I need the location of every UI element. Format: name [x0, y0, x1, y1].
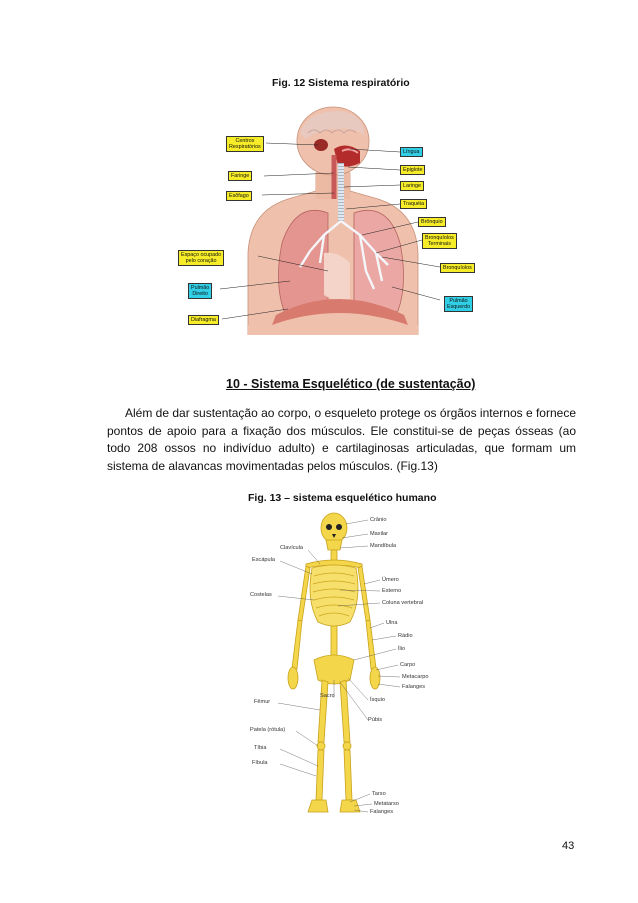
label-patela: Patela (rótula) [250, 727, 286, 733]
label-faringe: Faringe [228, 171, 252, 181]
label-clavicula: Clavícula [280, 545, 304, 551]
label-epiglote: Epiglote [400, 165, 425, 175]
label-ulna: Ulna [386, 620, 398, 626]
label-traqueia: Traquéia [400, 199, 427, 209]
label-tarso: Tarso [372, 791, 386, 797]
label-espaco-coracao: Espaço ocupado pelo coração [178, 250, 224, 266]
label-falanges-pe: Falanges [370, 809, 394, 815]
label-centros-respiratorios: Centros Respiratórios [226, 136, 264, 152]
respiratory-system-figure [178, 103, 488, 335]
label-tibia: Tíbia [254, 745, 267, 751]
body-paragraph: Além de dar sustentação ao corpo, o esqueleto protege os órgãos internos e fornece pontos de apoio para a fixação dos músculos. Ele constitui-se de peças ósseas (ao todo 208 ossos no indivíduo adulto) e cartilaginosas articuladas, que formam um sistema de alavancas movimentadas pelos músculos. (Fig.13) [107, 406, 576, 473]
label-bronquiolos: Bronquíolos [440, 263, 475, 273]
label-diafragma: Diafragma [188, 315, 219, 325]
label-carpo: Carpo [400, 662, 416, 668]
label-coluna-vertebral: Coluna vertebral [382, 600, 424, 606]
skeleton-figure [250, 510, 440, 820]
figure-13-caption: Fig. 13 – sistema esquelético humano [248, 492, 437, 504]
label-lingua: Língua [400, 147, 423, 157]
label-pulmao-direito: Pulmão Direito [188, 283, 212, 299]
label-pulmao-esquerdo: Pulmão Esquerdo [444, 296, 473, 312]
label-laringe: Laringe [400, 181, 424, 191]
label-falanges-mao: Falanges [402, 684, 426, 690]
label-pubis: Púbis [368, 717, 382, 723]
label-costelas: Costelas [250, 592, 272, 598]
label-metatarso: Metatarso [374, 801, 399, 807]
label-femur: Fêmur [254, 699, 271, 705]
label-ilio: Ílio [398, 646, 406, 652]
label-maxilar: Maxilar [370, 531, 389, 537]
label-umero: Úmero [382, 577, 399, 583]
label-esterno: Esterno [382, 588, 402, 594]
label-bronquiolos-terminais: Bronquíolos Terminais [422, 233, 457, 249]
page-number: 43 [562, 840, 575, 852]
label-sacro: Sacro [320, 693, 335, 699]
label-esofago: Esôfago [226, 191, 252, 201]
label-escapula: Escápula [252, 557, 276, 563]
section-title: 10 - Sistema Esquelético (de sustentação) [226, 377, 476, 391]
figure-12-caption: Fig. 12 Sistema respiratório [272, 77, 410, 89]
label-bronquio: Brônquio [418, 217, 446, 227]
label-cranio: Crânio [370, 517, 387, 523]
label-mandibula: Mandíbula [370, 543, 397, 549]
label-fibula: Fíbula [252, 760, 268, 766]
label-isquio: Ísquio [370, 697, 385, 703]
label-metacarpo: Metacarpo [402, 674, 429, 680]
label-radio: Rádio [398, 633, 413, 639]
